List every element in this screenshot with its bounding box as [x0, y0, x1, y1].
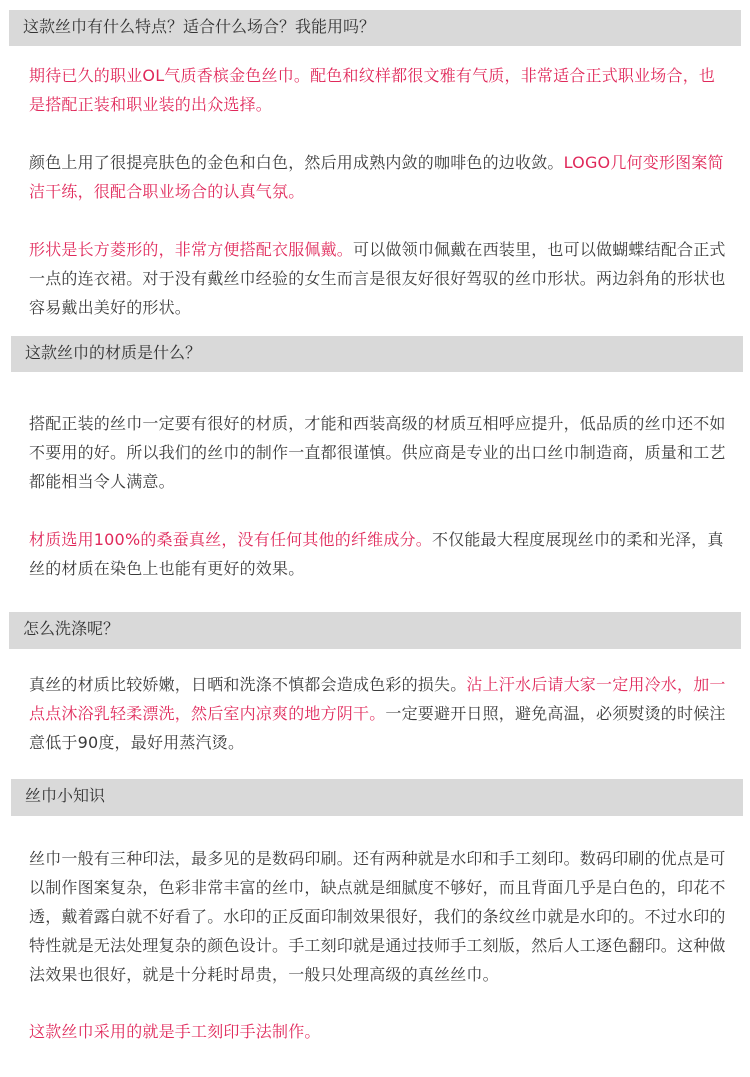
body-text: 颜色上用了很提亮肤色的金色和白色，然后用成熟内敛的咖啡色的边收敛。: [29, 153, 564, 172]
body-text: 丝巾一般有三种印法，最多见的是数码印刷。还有两种就是水印和手工刻印。数码印刷的优点是可以制作图案复杂，色彩非常丰富的丝巾，缺点就是细腻度不够好，而且背面几乎是白色的，印花不透，戴着露白就不好看了。水印的正反面印制效果很好，我们的条纹丝巾就是水印的。不过水印的特性就是无法处理复杂的颜色设计。手工刻印就是通过技师手工刻版，然后人工逐色翻印。这种做法效果也很好，就是十分耗时昂贵，一般只处理高级的真丝丝巾。: [29, 849, 726, 984]
paragraph-material-1: [29, 409, 729, 496]
paragraph-washing: [29, 670, 729, 757]
body-text: 可以做领巾佩戴在西装里，也可以做蝴蝶结配合正式一点的连衣裙。对于没有戴丝巾经验的女生而言是很友好很好驾驭的丝巾形状。两边斜角的形状也容易戴出美好的形状。: [29, 240, 726, 317]
paragraph-features-2: [29, 148, 729, 206]
highlight-text: 材质选用100%的桑蚕真丝，没有任何其他的纤维成分。: [29, 530, 432, 549]
paragraph-features-1: [29, 61, 729, 119]
body-text: 搭配正装的丝巾一定要有很好的材质，才能和西装高级的材质互相呼应提升，低品质的丝巾还不如不要用的好。所以我们的丝巾的制作一直都很谨慎。供应商是专业的出口丝巾制造商，质量和工艺都能相当令人满意。: [29, 414, 726, 491]
highlight-text: 沾上汗水后请大家一定用冷水，加一点点沐浴乳轻柔漂洗，然后室内凉爽的地方阴干。: [29, 675, 726, 723]
section-header-knowledge: 丝巾小知识: [11, 779, 743, 816]
body-text: 真丝的材质比较娇嫩，日晒和洗涤不慎都会造成色彩的损失。: [29, 675, 467, 694]
body-text: 不仅能最大程度展现丝巾的柔和光泽，真丝的材质在染色上也能有更好的效果。: [29, 530, 724, 578]
body-text: 一定要避开日照，避免高温，必须熨烫的时候注意低于90度，最好用蒸汽烫。: [29, 704, 726, 752]
paragraph-material-2: [29, 525, 729, 583]
section-header-features: 这款丝巾有什么特点？适合什么场合？我能用吗？: [9, 10, 741, 46]
highlight-text: 期待已久的职业OL气质香槟金色丝巾。配色和纹样都很文雅有气质，非常适合正式职业场合，也是搭配正装和职业装的出众选择。: [29, 66, 716, 114]
paragraph-features-3: [29, 235, 729, 322]
highlight-text: 形状是长方菱形的，非常方便搭配衣服佩戴。: [29, 240, 354, 259]
section-header-washing: 怎么洗涤呢？: [9, 612, 741, 649]
highlight-text: 这款丝巾采用的就是手工刻印手法制作。: [29, 1022, 321, 1041]
paragraph-knowledge-2: [29, 1017, 729, 1046]
highlight-text: LOGO几何变形图案简洁干练，很配合职业场合的认真气氛。: [29, 153, 724, 201]
section-header-material: 这款丝巾的材质是什么？: [11, 336, 743, 372]
paragraph-knowledge-1: [29, 844, 729, 989]
